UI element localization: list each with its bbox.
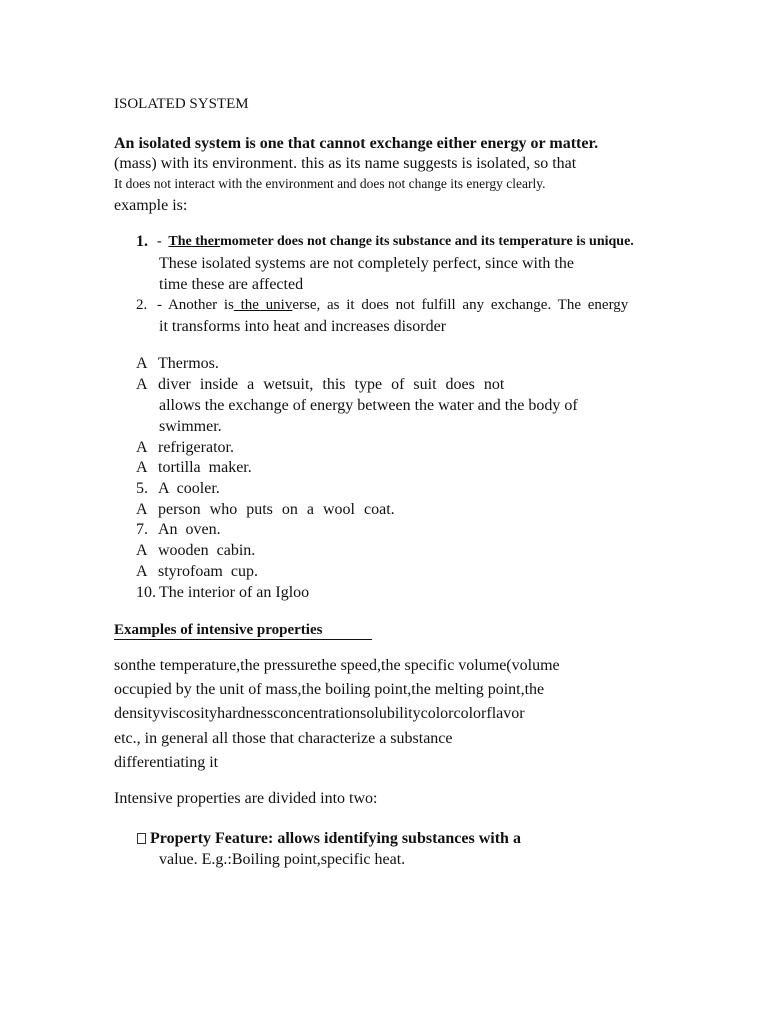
paragraph-line: densityviscosityhardnessconcentrationsolubilitycolorcolorflavor [114, 705, 525, 722]
section-heading: Examples of intensive properties [114, 623, 372, 640]
list-item: tortilla maker. [158, 459, 252, 476]
list-item: styrofoam cup. [158, 563, 258, 580]
paragraph-line: sonthe temperature,the pressurethe speed,the specific volume(volume [114, 657, 560, 674]
intro-line: example is: [114, 197, 188, 214]
list-item: wooden cabin. [158, 542, 256, 559]
list-item: diver inside a wetsuit, this type of suit does not [158, 376, 505, 393]
underlined-text: The ther [168, 234, 221, 249]
list-marker: 10. [136, 584, 156, 601]
list-item-text: Another is [167, 297, 234, 313]
list-item-cont: These isolated systems are not completely perfect, since with the [159, 255, 574, 272]
list-item-text: erse, as it does not fulfill any exchange. The energy [292, 297, 629, 313]
list-item-cont: allows the exchange of energy between the water and the body of [159, 397, 578, 414]
bullet-text: Property Feature: allows identifying substances with a [150, 830, 521, 847]
list-marker: 2. [136, 297, 148, 313]
list-marker: A [136, 459, 148, 476]
paragraph-line: etc., in general all those that characterize a substance [114, 730, 453, 747]
bullet-cont: value. E.g.:Boiling point,specific heat. [159, 851, 406, 868]
list-marker: A [136, 439, 148, 456]
list-marker: A [136, 542, 148, 559]
underlined-text: the univ [233, 297, 293, 313]
list-item: person who puts on a wool coat. [158, 501, 395, 518]
bullet-item [137, 831, 521, 847]
list-marker: A [136, 376, 148, 393]
list-item: A cooler. [158, 480, 220, 497]
intro-line: (mass) with its environment. this as its name suggests is isolated, so that [114, 155, 577, 172]
page-title: ISOLATED SYSTEM [114, 96, 249, 112]
list-item-cont: time these are affected [159, 276, 304, 293]
list-marker: A [136, 563, 148, 580]
list-item-cont: swimmer. [159, 418, 222, 435]
list-item: refrigerator. [158, 439, 234, 456]
list-item: Thermos. [158, 355, 219, 372]
list-marker: A [136, 355, 148, 372]
intro-bold-line: An isolated system is one that cannot exchange either energy or matter. [114, 135, 599, 152]
list-item: The interior of an Igloo [159, 584, 310, 601]
list-item: An oven. [158, 521, 221, 538]
list-item-text: mometer does not change its substance and its temperature is unique. [220, 234, 634, 249]
list-marker: 7. [136, 521, 148, 538]
list-marker: 1. [136, 233, 148, 250]
paragraph-line: differentiating it [114, 754, 219, 771]
list-item [157, 298, 684, 313]
dash: - [157, 297, 162, 313]
intro-line: It does not interact with the environment and does not change its energy clearly. [114, 176, 546, 191]
list-item-cont: it transforms into heat and increases disorder [159, 318, 447, 335]
paragraph-line: occupied by the unit of mass,the boiling point,the melting point,the [114, 681, 545, 698]
dash: - [157, 234, 162, 249]
paragraph-line: Intensive properties are divided into two: [114, 790, 378, 807]
list-marker: 5. [136, 480, 148, 497]
bullet-box-icon [137, 833, 146, 844]
list-item [157, 235, 738, 249]
list-marker: A [136, 501, 148, 518]
